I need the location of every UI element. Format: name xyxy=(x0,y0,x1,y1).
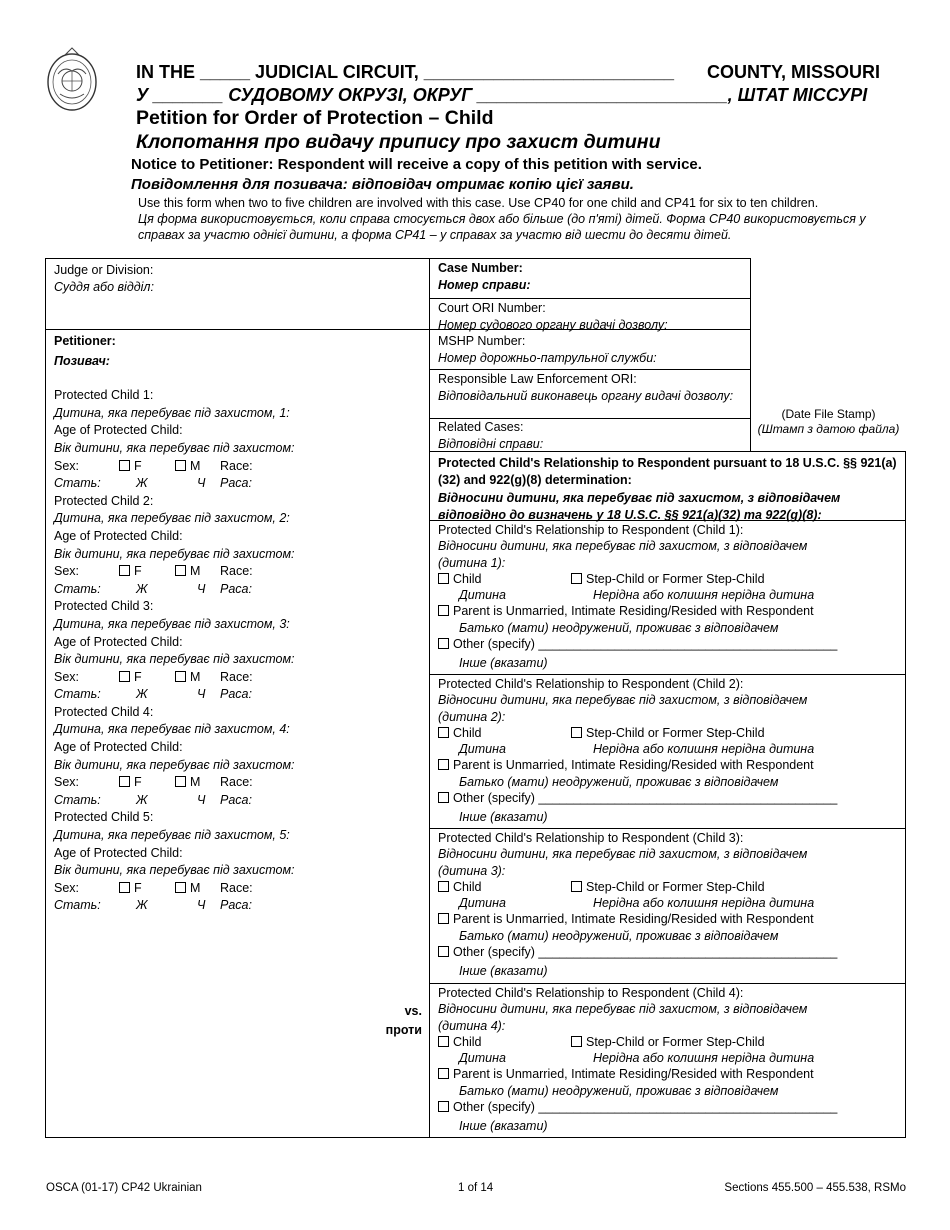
parent-unmarried-checkbox[interactable] xyxy=(438,1068,449,1079)
other-checkbox[interactable] xyxy=(438,792,449,803)
usage-uk: Ця форма використовується, коли справа стосується двох або більше (до п'яті) дітей. Форма CP40 використовується у справах за участю однієї дитини, а форма CP41 – у справах за участю від шести до десяти дітей. xyxy=(138,212,866,242)
court-ori-field[interactable]: Court ORI Number: Номер судового органу видачі дозволу: xyxy=(438,301,668,332)
sex-m-checkbox[interactable] xyxy=(175,776,186,787)
sex-f-checkbox[interactable] xyxy=(119,882,130,893)
sex-f-checkbox[interactable] xyxy=(119,460,130,471)
step-child-checkbox[interactable] xyxy=(571,1036,582,1047)
usage-en: Use this form when two to five children are involved with this case. Use CP40 for one child and CP41 for six to ten children. xyxy=(138,196,819,210)
relationship-child-1: Protected Child's Relationship to Respondent (Child 1): Відносини дитини, яка перебуває під захистом, з відповідачем (дитина 1): Child Step-Child or Former Step-Child Дитина Нерідна або колишня нерідна дитина Parent is Unmarried, Intimate Residing/Resided with Respondent Батько (мати) неодружений, проживає з відповідачем Other (specify) ___________________________________________ Інше (вказати) xyxy=(438,523,838,671)
other-checkbox[interactable] xyxy=(438,1101,449,1112)
step-child-checkbox[interactable] xyxy=(571,573,582,584)
law-enforcement-ori-field[interactable]: Responsible Law Enforcement ORI: Відповідальний виконавець органу видачі дозволу: xyxy=(438,372,734,403)
page-number: 1 of 14 xyxy=(458,1182,494,1194)
relationship-child-3: Protected Child's Relationship to Respondent (Child 3): Відносини дитини, яка перебуває під захистом, з відповідачем (дитина 3): Child Step-Child or Former Step-Child Дитина Нерідна або колишня нерідна дитина Parent is Unmarried, Intimate Residing/Resided with Respondent Батько (мати) неодружений, проживає з відповідачем Other (specify) ___________________________________________ Інше (вказати) xyxy=(438,831,838,979)
other-checkbox[interactable] xyxy=(438,638,449,649)
petitioner-label: Petitioner: xyxy=(54,334,116,348)
parent-unmarried-checkbox[interactable] xyxy=(438,759,449,770)
other-checkbox[interactable] xyxy=(438,946,449,957)
notice-uk: Повідомлення для позивача: відповідач отримає копію цієї заяви. xyxy=(131,176,634,193)
relationship-child-2: Protected Child's Relationship to Respondent (Child 2): Відносини дитини, яка перебуває під захистом, з відповідачем (дитина 2): Child Step-Child or Former Step-Child Дитина Нерідна або колишня нерідна дитина Parent is Unmarried, Intimate Residing/Resided with Respondent Батько (мати) неодружений, проживає з відповідачем Other (specify) ___________________________________________ Інше (вказати) xyxy=(438,677,838,825)
parent-unmarried-checkbox[interactable] xyxy=(438,605,449,616)
missouri-state-seal xyxy=(46,44,98,112)
sex-f-checkbox[interactable] xyxy=(119,671,130,682)
child-checkbox[interactable] xyxy=(438,1036,449,1047)
case-number-field[interactable]: Case Number: Номер справи: xyxy=(438,261,531,292)
sex-m-checkbox[interactable] xyxy=(175,565,186,576)
child-checkbox[interactable] xyxy=(438,573,449,584)
date-file-stamp: (Date File Stamp) (Штамп з датою файла) xyxy=(757,407,900,436)
sex-m-checkbox[interactable] xyxy=(175,460,186,471)
related-cases-field[interactable]: Related Cases: Відповідні справи: xyxy=(438,420,544,451)
sex-m-checkbox[interactable] xyxy=(175,882,186,893)
parent-unmarried-checkbox[interactable] xyxy=(438,913,449,924)
protected-child-1: Protected Child 1: Дитина, яка перебуває під захистом, 1: Age of Protected Child: Вік дитини, яка перебуває під захистом: Sex: F M Race: Стать: Ж Ч Раса: xyxy=(54,388,295,491)
title-en: Petition for Order of Protection – Child xyxy=(136,107,494,129)
statute-sections: Sections 455.500 – 455.538, RSMo xyxy=(724,1182,906,1194)
sex-f-checkbox[interactable] xyxy=(119,776,130,787)
sex-m-checkbox[interactable] xyxy=(175,671,186,682)
vs-label: vs. проти xyxy=(385,1004,422,1037)
title-uk: Клопотання про видачу припису про захист дитини xyxy=(136,131,661,153)
judge-division-field[interactable]: Judge or Division: Суддя або відділ: xyxy=(54,263,154,294)
petitioner-block: Petitioner: Позивач: Protected Child 1: Дитина, яка перебуває під захистом, 1: Age of Protected Child: Вік дитини, яка перебуває під захистом: Sex: F M Race: Стать: Ж Ч Раса: Protected Child 2: Дитина, яка перебуває під захистом, 2: Age of Protected Child: Вік дитини, яка перебуває під захистом: Sex: F M Race: Стать: Ж Ч Раса: Protected Child 3: Дитина, яка перебуває під захистом, 3: Age of Protected Child: Вік дитини, яка перебуває під захистом: Sex: F M Race: Стать: Ж Ч Раса: Protected Child 4: Дитина, яка перебуває під захистом, 4: Age of Protected Child: Вік дитини, яка перебуває під захистом: Sex: F M Race: Стать: Ж Ч Раса: Protected Child 5: Дитина, яка перебуває під захистом, 5: Age of Protected Child: Вік дитини, яка перебуває під захистом: Sex: F M Race: Стать: Ж Ч Раса: xyxy=(54,333,295,915)
child-checkbox[interactable] xyxy=(438,727,449,738)
sex-f-checkbox[interactable] xyxy=(119,565,130,576)
form-id: OSCA (01-17) CP42 Ukrainian xyxy=(46,1182,202,1194)
step-child-checkbox[interactable] xyxy=(571,727,582,738)
protected-child-3: Protected Child 3: Дитина, яка перебуває під захистом, 3: Age of Protected Child: Вік дитини, яка перебуває під захистом: Sex: F M Race: Стать: Ж Ч Раса: xyxy=(54,599,295,702)
court-header-en: IN THE _____ JUDICIAL CIRCUIT, _________________________ COUNTY, MISSOURI xyxy=(136,62,880,82)
child-checkbox[interactable] xyxy=(438,881,449,892)
protected-child-5: Protected Child 5: Дитина, яка перебуває під захистом, 5: Age of Protected Child: Вік дитини, яка перебуває під захистом: Sex: F M Race: Стать: Ж Ч Раса: xyxy=(54,810,295,913)
relationship-child-4: Protected Child's Relationship to Respondent (Child 4): Відносини дитини, яка перебуває під захистом, з відповідачем (дитина 4): Child Step-Child or Former Step-Child Дитина Нерідна або колишня нерідна дитина Parent is Unmarried, Intimate Residing/Resided with Respondent Батько (мати) неодружений, проживає з відповідачем Other (specify) ___________________________________________ Інше (вказати) xyxy=(438,986,838,1134)
notice-en: Notice to Petitioner: Respondent will receive a copy of this petition with service. xyxy=(131,156,702,173)
protected-child-2: Protected Child 2: Дитина, яка перебуває під захистом, 2: Age of Protected Child: Вік дитини, яка перебуває під захистом: Sex: F M Race: Стать: Ж Ч Раса: xyxy=(54,493,295,596)
relationship-determination-heading: Protected Child's Relationship to Respondent pursuant to 18 U.S.C. §§ 921(a)(32) and 922(g)(8) determination: Відносини дитини, яка перебуває під захистом, з відповідачем відповідно до визначень у 18 U.S.C. §§ 921(a)(32) та 922(g)(8): xyxy=(438,456,897,522)
step-child-checkbox[interactable] xyxy=(571,881,582,892)
usage-instructions xyxy=(138,195,908,243)
protected-child-4: Protected Child 4: Дитина, яка перебуває під захистом, 4: Age of Protected Child: Вік дитини, яка перебуває під захистом: Sex: F M Race: Стать: Ж Ч Раса: xyxy=(54,704,295,807)
court-header-uk: У _______ СУДОВОМУ ОКРУЗІ, ОКРУГ _________________________, ШТАТ МІССУРІ xyxy=(136,85,868,105)
mshp-number-field[interactable]: MSHP Number: Номер дорожньо-патрульної служби: xyxy=(438,334,657,365)
